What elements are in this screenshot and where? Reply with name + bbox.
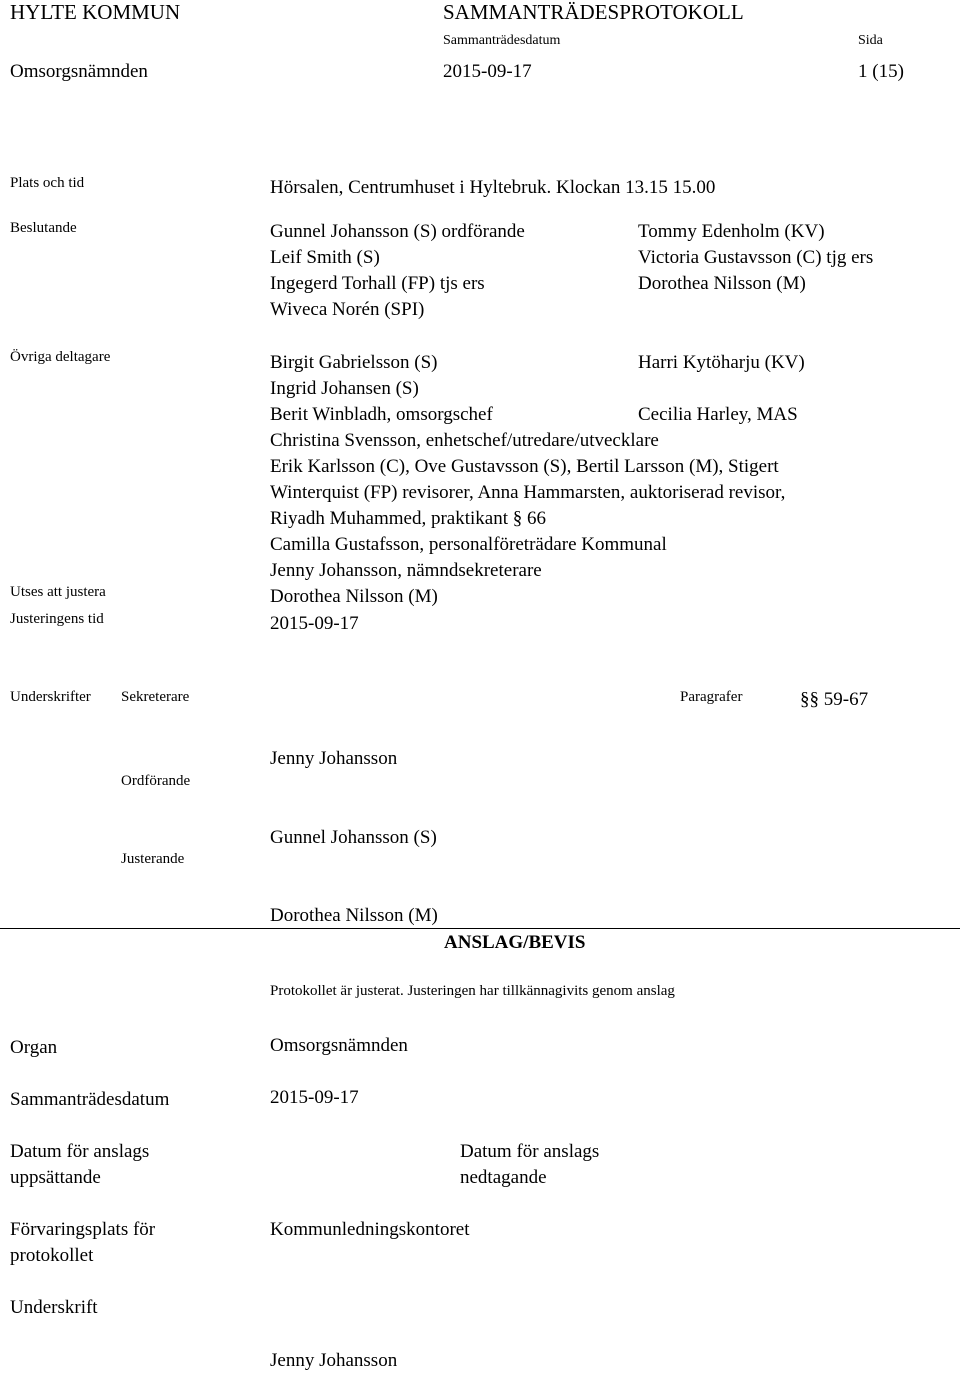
ovriga-list (270, 350, 785, 584)
ordforande-label: Ordförande (121, 773, 191, 789)
paragrafer-value: §§ 59-67 (800, 689, 869, 710)
organ-value: Omsorgsnämnden (270, 1035, 408, 1056)
list-item: Victoria Gustavsson (C) tjg ers (638, 247, 874, 268)
uppsattande-label-1: Datum för anslags (10, 1141, 150, 1162)
ordforande-name: Gunnel Johansson (S) (270, 827, 437, 848)
list-item: Ingrid Johansen (S) (270, 378, 419, 399)
list-item: Christina Svensson, enhetschef/utredare/utvecklare (270, 430, 659, 451)
ovriga-right-1: Harri Kytöharju (KV) (638, 352, 805, 373)
underskrift-name: Jenny Johansson (270, 1350, 398, 1371)
forvaring-label-1: Förvaringsplats för (10, 1219, 156, 1240)
utses-label: Utses att justera (10, 584, 106, 600)
sekreterare-label: Sekreterare (121, 689, 190, 705)
page-number: 1 (15) (858, 61, 904, 82)
place-label: Plats och tid (10, 175, 85, 191)
list-item: Leif Smith (S) (270, 247, 380, 268)
document-title: SAMMANTRÄDESPROTOKOLL (443, 0, 744, 24)
justerande-label: Justerande (121, 851, 185, 867)
beslutande-label: Beslutande (10, 220, 77, 236)
list-item: Wiveca Norén (SPI) (270, 299, 425, 320)
anslag-title: ANSLAG/BEVIS (444, 932, 586, 953)
list-item: Gunnel Johansson (S) ordförande (270, 221, 525, 242)
nedtagande-label-2: nedtagande (460, 1167, 547, 1188)
org-name: HYLTE KOMMUN (10, 0, 181, 24)
beslutande-left-list (270, 219, 525, 323)
meeting-date: 2015-09-17 (443, 61, 532, 82)
beslutande-right-list (638, 219, 873, 297)
justeringens-tid-label: Justeringens tid (10, 611, 104, 627)
list-item: Dorothea Nilsson (M) (638, 273, 806, 294)
sekreterare-name: Jenny Johansson (270, 748, 398, 769)
list-item: Berit Winbladh, omsorgschef (270, 404, 493, 425)
paragrafer-label: Paragrafer (680, 689, 743, 705)
justeringens-tid-value: 2015-09-17 (270, 613, 359, 634)
nedtagande-label-1: Datum för anslags (460, 1141, 600, 1162)
list-item: Birgit Gabrielsson (S) (270, 352, 438, 373)
underskrift-label: Underskrift (10, 1297, 98, 1318)
utses-value: Dorothea Nilsson (M) (270, 586, 438, 607)
uppsattande-label-2: uppsättande (10, 1167, 101, 1188)
forvaring-value: Kommunledningskontoret (270, 1219, 470, 1240)
datum-label: Sammanträdesdatum (10, 1089, 170, 1110)
list-item: Tommy Edenholm (KV) (638, 221, 825, 242)
list-item: Riyadh Muhammed, praktikant § 66 (270, 508, 546, 529)
justerande-name: Dorothea Nilsson (M) (270, 905, 438, 926)
ovriga-label: Övriga deltagare (10, 349, 111, 365)
datum-value: 2015-09-17 (270, 1087, 359, 1108)
list-item: Jenny Johansson, nämndsekreterare (270, 560, 542, 581)
list-item: Winterquist (FP) revisorer, Anna Hammarsten, auktoriserad revisor, (270, 482, 786, 503)
list-item: Camilla Gustafsson, personalföreträdare Kommunal (270, 534, 667, 555)
page-label: Sida (858, 33, 883, 48)
committee-name: Omsorgsnämnden (10, 61, 148, 82)
section-divider (0, 928, 960, 929)
place-value: Hörsalen, Centrumhuset i Hyltebruk. Klockan 13.15 15.00 (270, 177, 716, 198)
underskrifter-label: Underskrifter (10, 689, 91, 705)
forvaring-label-2: protokollet (10, 1245, 94, 1266)
organ-label: Organ (10, 1037, 58, 1058)
list-item: Erik Karlsson (C), Ove Gustavsson (S), Bertil Larsson (M), Stigert (270, 456, 779, 477)
anslag-note: Protokollet är justerat. Justeringen har tillkännagivits genom anslag (270, 983, 675, 999)
date-label: Sammanträdesdatum (443, 33, 561, 48)
ovriga-right-3: Cecilia Harley, MAS (638, 404, 798, 425)
list-item: Ingegerd Torhall (FP) tjs ers (270, 273, 485, 294)
